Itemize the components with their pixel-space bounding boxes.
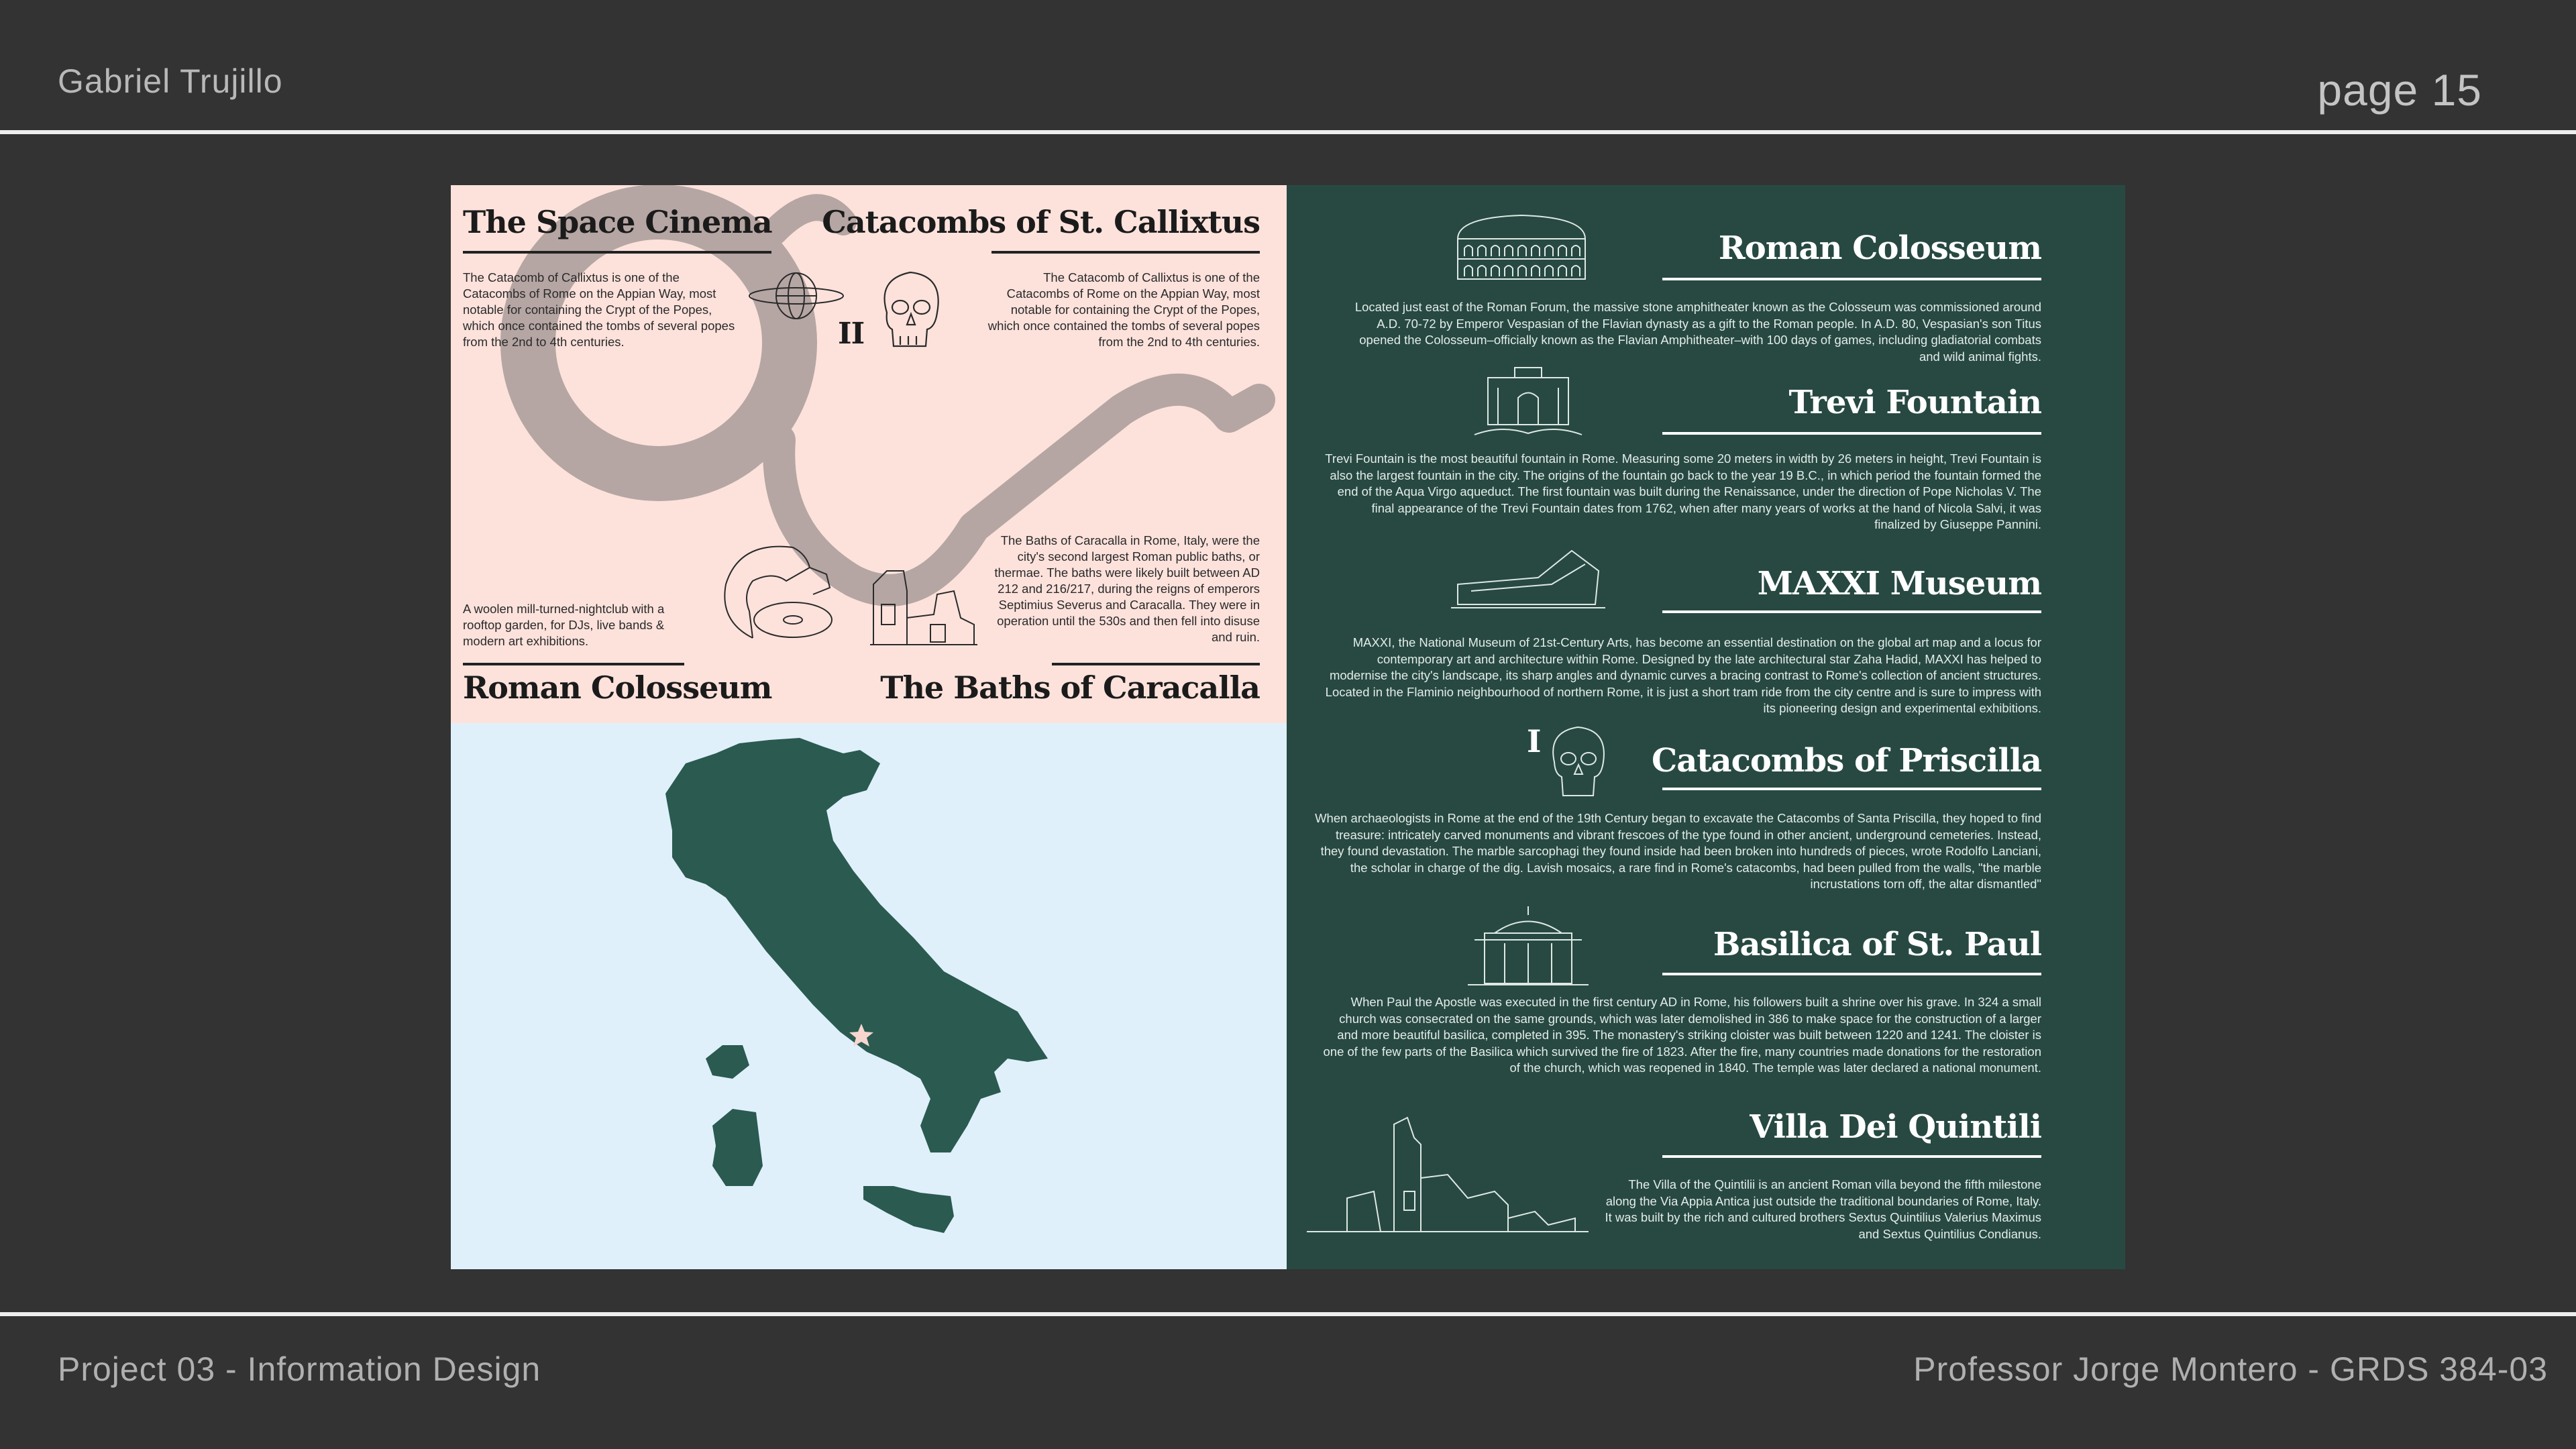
header-divider (0, 130, 2576, 134)
colosseum-text: Located just east of the Roman Forum, the massive stone amphitheater known as the Colosseum was commissioned around A.D. 70-72 by Emperor Vespasian of the Flavian dynasty as a gift to the Roman people. In A.D. 80, Vespasian's son Titus opened the Colosseum–officially known as the Flavian Amphitheater–with 100 days of games, including gladiatorial combats and wild animal fights. (1354, 300, 2041, 364)
colosseum-title: Roman Colosseum (1718, 229, 2041, 267)
pink-panel (451, 185, 1287, 723)
project-label: Project 03 - Information Design (58, 1350, 541, 1388)
villa-ruins-icon (1307, 1111, 1589, 1238)
basilica-icon (1468, 903, 1589, 990)
basilica-text: When Paul the Apostle was executed in the first century AD in Rome, his followers built a shrine over his grave. In 324 a small church was consecrated on the same grounds, which was later demolished in 386 to make space for the construction of a larger and more beautiful basilica, completed in 395. The monastery's striking cloister was built between 1220 and 1241. The cloister is one of the few parts of the Basilica which survived the fire of 1823. After the fire, many countries made donations for the restoration of the church, which was reopened in 1840. The temple was later declared a national monument. (1323, 995, 2041, 1075)
colosseum-icon (1454, 212, 1589, 286)
title-underline (1662, 788, 2041, 790)
italy-map (451, 723, 1287, 1269)
vinyl-record-icon (712, 534, 840, 648)
map-panel (451, 723, 1287, 1269)
title-overline (1052, 663, 1260, 665)
priscilla-title: Catacombs of Priscilla (1652, 742, 2041, 780)
landmarks-panel (1287, 185, 2125, 1269)
priscilla-text: When archaeologists in Rome at the end of the 19th Century began to excavate the Catacombs of Santa Priscilla, they hoped to find treasure: intricately carved monuments and vibrant frescoes of the type found in other ancient, underground cemeteries. Instead, they found devastation. The marble sarcophagi they found inside had been broken into hundreds of pieces, wrote Rodolfo Lanciani, the scholar in charge of the dig. Lavish mosaics, a rare find in Rome's catacombs, had been pulled from the walls, "the marble incrustations torn off, the altar dismantled" (1315, 811, 2041, 891)
space-cinema-text: The Catacomb of Callixtus is one of the Catacombs of Rome on the Appian Way, most notable for containing the Crypt of the Popes, which once contained the tombs of several popes from the 2nd to 4th centuries. (463, 270, 735, 349)
roman-numeral-one: I (1527, 723, 1541, 759)
skull-icon (1544, 722, 1611, 802)
roman-numeral-two: II (838, 317, 865, 351)
title-underline (1662, 610, 2041, 613)
author-name: Gabriel Trujillo (58, 62, 283, 100)
maxxi-title: MAXXI Museum (1757, 565, 2041, 602)
nightclub-text: A woolen mill-turned-nightclub with a rooftop garden, for DJs, live bands & modern art exhibitions. (463, 602, 665, 648)
callixtus-title: Catacombs of St. Callixtus (822, 204, 1260, 240)
title-underline (991, 251, 1260, 254)
space-cinema-title: The Space Cinema (463, 204, 772, 240)
page-number: page 15 (2317, 65, 2482, 115)
title-underline (1662, 1155, 2041, 1158)
title-underline (1662, 432, 2041, 435)
villa-title: Villa Dei Quintili (1750, 1108, 2041, 1146)
trevi-text: Trevi Fountain is the most beautiful fountain in Rome. Measuring some 20 meters in width by 26 meters in height, Trevi Fountain is also the largest fountain in the city. The origins of the fountain go back to the year 19 B.C., in which period the fountain formed the end of the Aqua Virgo aqueduct. The first fountain was built during the Renaissance, under the direction of Pope Nicholas V. The final appearance of the Trevi Fountain dates from 1762, when after many years of works at the hand of Nicola Salvi, it was finalized by Giuseppe Pannini. (1325, 451, 2041, 531)
villa-text: The Villa of the Quintilii is an ancient Roman villa beyond the fifth milestone along the Via Appia Antica just outside the traditional boundaries of Rome, Italy. It was built by the rich and cultured brothers Sextus Quintilius Valerius Maximus and Sextus Quintilius Condianus. (1605, 1177, 2041, 1241)
maxxi-museum-icon (1451, 544, 1605, 618)
baths-text: The Baths of Caracalla in Rome, Italy, were the city's second largest Roman public baths, or thermae. The baths were likely built between AD 212 and 216/217, during the reigns of emperors Septimius Severus and Caracalla. They were in operation until the 530s and then fell into disuse and ruin. (994, 533, 1260, 644)
page-spread (451, 185, 2125, 1269)
title-overline (463, 663, 684, 665)
roman-colosseum-title: Roman Colosseum (463, 669, 772, 706)
trevi-title: Trevi Fountain (1788, 384, 2041, 421)
skull-icon (873, 266, 947, 353)
maxxi-text: MAXXI, the National Museum of 21st-Century Arts, has become an essential destination on the global art map and a locus for contemporary art and architecture within Rome. Designed by the late architectural star Zaha Hadid, MAXXI has helped to modernise the city's landscape, its sharp angles and dynamic curves a bracing contrast to Rome's collection of ancient structures. Located in the Flaminio neighbourhood of northern Rome, it is just a short tram ride from the city centre and is sure to impress with its pioneering design and experimental exhibitions. (1325, 635, 2041, 715)
footer-divider (0, 1312, 2576, 1316)
professor-label: Professor Jorge Montero - GRDS 384-03 (1913, 1350, 2548, 1388)
title-underline (1662, 973, 2041, 975)
trevi-fountain-icon (1474, 361, 1582, 441)
baths-ruins-icon (867, 564, 981, 651)
title-underline (1662, 278, 2041, 280)
title-underline (463, 251, 771, 254)
baths-title: The Baths of Caracalla (880, 669, 1260, 706)
callixtus-text: The Catacomb of Callixtus is one of the Catacombs of Rome on the Appian Way, most notable for containing the Crypt of the Popes, which once contained the tombs of several popes from the 2nd to 4th centuries. (987, 270, 1260, 349)
globe-icon (746, 266, 847, 326)
basilica-title: Basilica of St. Paul (1713, 926, 2041, 963)
